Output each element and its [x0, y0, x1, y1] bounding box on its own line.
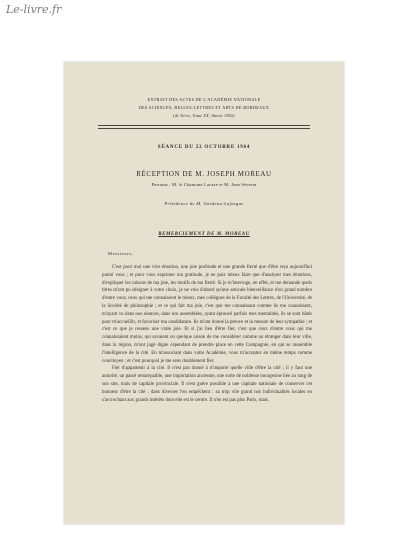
salutation: Messieurs,: [108, 251, 134, 256]
extract-line-1: EXTRAIT DES ACTES DE L'ACADÉMIE NATIONALE: [147, 97, 261, 102]
watermark: Le-livre.fr: [6, 3, 62, 16]
speech-title: REMERCIEMENT DE M. MOREAU: [158, 232, 250, 237]
presidency-line: Présidence de M. Gardeau-Lafargue: [164, 201, 244, 206]
document-page: [64, 62, 344, 524]
paragraph: C'est pour moi une vive émotion, une joie profonde et une grande fierté que d'être reçu aujourd'hui parmi vous ; et pour vous exprimer ma gratitude, je ne puis mieux faire que d'analyser mes émotions, d'expliquer les raisons de ma joie, les motifs de ma fierté. Si je m'interroge, en effet, et me demande quels titres m'ont pu désigner à votre choix, je ne vois d'abord qu'une amicale bienveillance d'un grand nombre d'entre vous, ceux qui me connaissent le mieux, mes collègues de la Faculté des Lettres, de l'Université, de la Société de philosophie ; et ce qui fait ma joie, c'est que me connaissant comme ils me connaissent, m'ayant vu dans nos séances, dans nos assemblées, ayant éprouvé parfois mes mentalités, ils se sont hâtés pour m'accueillir, et favoriser ma candidature. Ils m'ont donné la preuve et la mesure de leur sympathie ; et c'est ce que je ressens une vraie joie. Et si j'ai lieu d'être fier, c'est que ceux d'entre vous qui me connaissaient moins, qui savaient ou quelque raison de me considérer comme un étranger dans leur ville, dans la région, m'ont jugé digne cependant de prendre place en cette Compagnie, en qui se rassemble l'intelligence de la cité. En m'associant dans votre Académie, vous m'acceptez en même temps comme concitoyen ; et c'est pourquoi je me sens doublement fier.: [102, 265, 312, 364]
extract-header: [84, 96, 324, 120]
reception-title: RÉCEPTION DE M. JOSEPH MOREAU: [136, 170, 272, 178]
seance-date: SÉANCE DU 22 OCTOBRE 1964: [157, 145, 251, 150]
header-rule-bottom: [98, 128, 310, 129]
speech-body: [102, 264, 312, 404]
header-rule-top: [98, 125, 310, 126]
paragraph: Fier d'appartenir à la cité. Il n'est pas donné à n'importe quelle ville d'être la cité ; il y faut une autorité, un passé remarquable, une importation ancienne, une sorte de noblesse bourgeoise liée au rang de son site, mais de capitale provinciale. Il n'est guère possible à une capitale nationale de conserver cet honneur d'être la cité ; dans diverses l'en empêchent : sa trop vile grand nos individualités locales en s'accrochant aux grands intérêts dont elle est le centre. Il n'en est pas plus Paris, mais.: [102, 366, 312, 403]
extract-line-2: DES SCIENCES, BELLES-LETTRES ET ARTS DE BORDEAUX: [138, 105, 270, 110]
extract-line-3: (4e Série, Tome XX, Année 1965): [173, 113, 235, 118]
sponsors-line: Parrains : M. le Chanoine Lacaze et M. Jean Séverin: [151, 182, 257, 187]
